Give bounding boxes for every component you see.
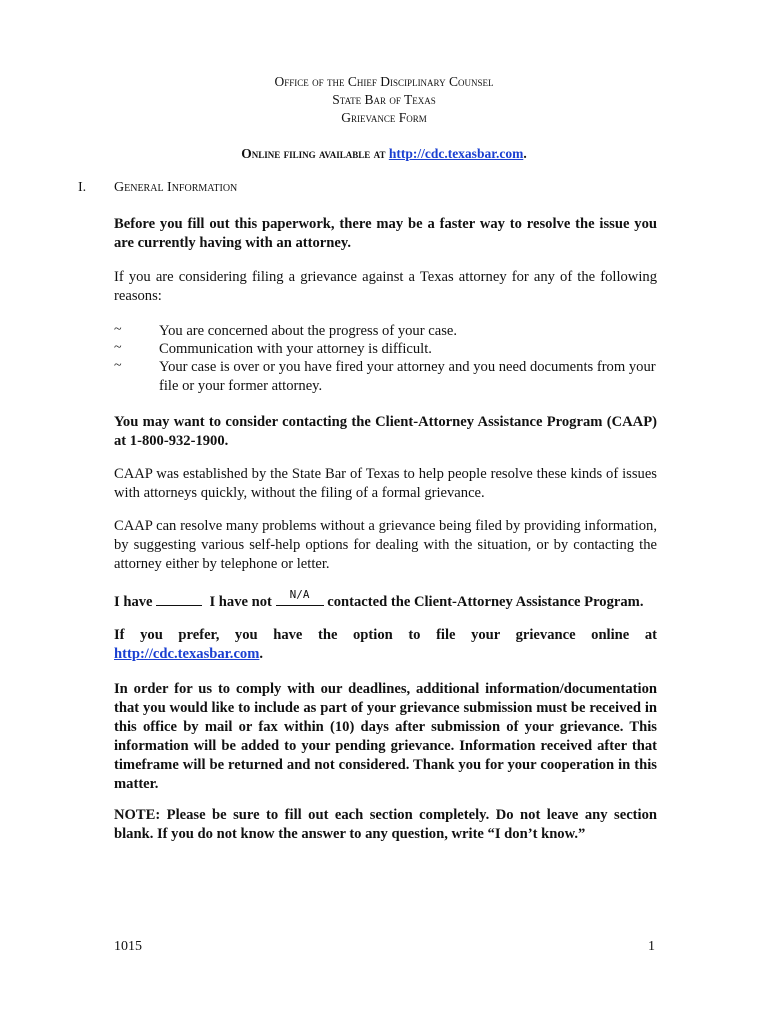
office-title: Office of the Chief Disciplinary Counsel [274,74,494,89]
bullet-tilde: ~ [114,340,122,355]
prefer-period: . [259,646,264,662]
section-title: General Information [114,180,238,195]
reason-item: You are concerned about the progress of your case. [159,323,457,339]
contact-status-line [114,588,657,612]
have-label: I have [114,594,153,610]
page-number: 1 [648,939,655,954]
reason-item: Communication with your attorney is difficult. [159,341,432,357]
form-number: 1015 [114,939,142,954]
reason-item: Your case is over or you have fired your attorney and you need documents from your file or your former attorney. [159,359,656,394]
form-title: Grievance Form [341,110,427,125]
deadline-paragraph: In order for us to comply with our deadlines, additional information/documentation that you would like to include as part of your grievance submission must be received in this office by mail or fax within (10) days after submission of your grievance. This information will be added to your pending grievance. Information received after that timeframe will be returned and not considered. Thank you for your cooperation in this matter. [114,681,657,792]
considering-paragraph: If you are considering filing a grievance against a Texas attorney for any of the following reasons: [114,269,657,304]
bar-title: State Bar of Texas [332,92,436,107]
have-blank-field[interactable] [156,592,202,606]
have-not-field[interactable] [276,588,324,606]
section-number: I. [78,180,87,195]
online-filing-period: . [523,146,527,161]
section-heading [78,180,237,196]
online-filing-line [0,146,768,162]
note-paragraph: NOTE: Please be sure to fill out each section completely. Do not leave any section blank. If you do not know the answer to any question, write “I don’t know.” [114,807,657,842]
prefer-paragraph: If you prefer, you have the option to file your grievance online at [114,627,657,643]
online-filing-text: Online filing available at [241,146,389,161]
have-not-value: N/A [289,588,310,601]
prefer-link-line [114,645,657,664]
prefer-link[interactable]: http://cdc.texasbar.com [114,646,260,662]
caap-resolve-paragraph: CAAP can resolve many problems without a grievance being filed by providing information, by suggesting various self-help options for dealing with the situation, or by contacting the attorney either by telephone or letter. [114,518,657,572]
online-filing-link[interactable]: http://cdc.texasbar.com [388,146,524,161]
intro-paragraph: Before you fill out this paperwork, there may be a faster way to resolve the issue you are currently having with an attorney. [114,216,657,251]
bullet-tilde: ~ [114,322,122,337]
contacted-label: contacted the Client-Attorney Assistance Program. [327,594,644,610]
bullet-tilde: ~ [114,358,122,373]
have-not-label: I have not [209,594,272,610]
caap-contact-paragraph: You may want to consider contacting the Client-Attorney Assistance Program (CAAP) at 1-800-932-1900. [114,414,657,449]
caap-established-paragraph: CAAP was established by the State Bar of Texas to help people resolve these kinds of issues with attorneys quickly, without the filing of a formal grievance. [114,466,657,501]
